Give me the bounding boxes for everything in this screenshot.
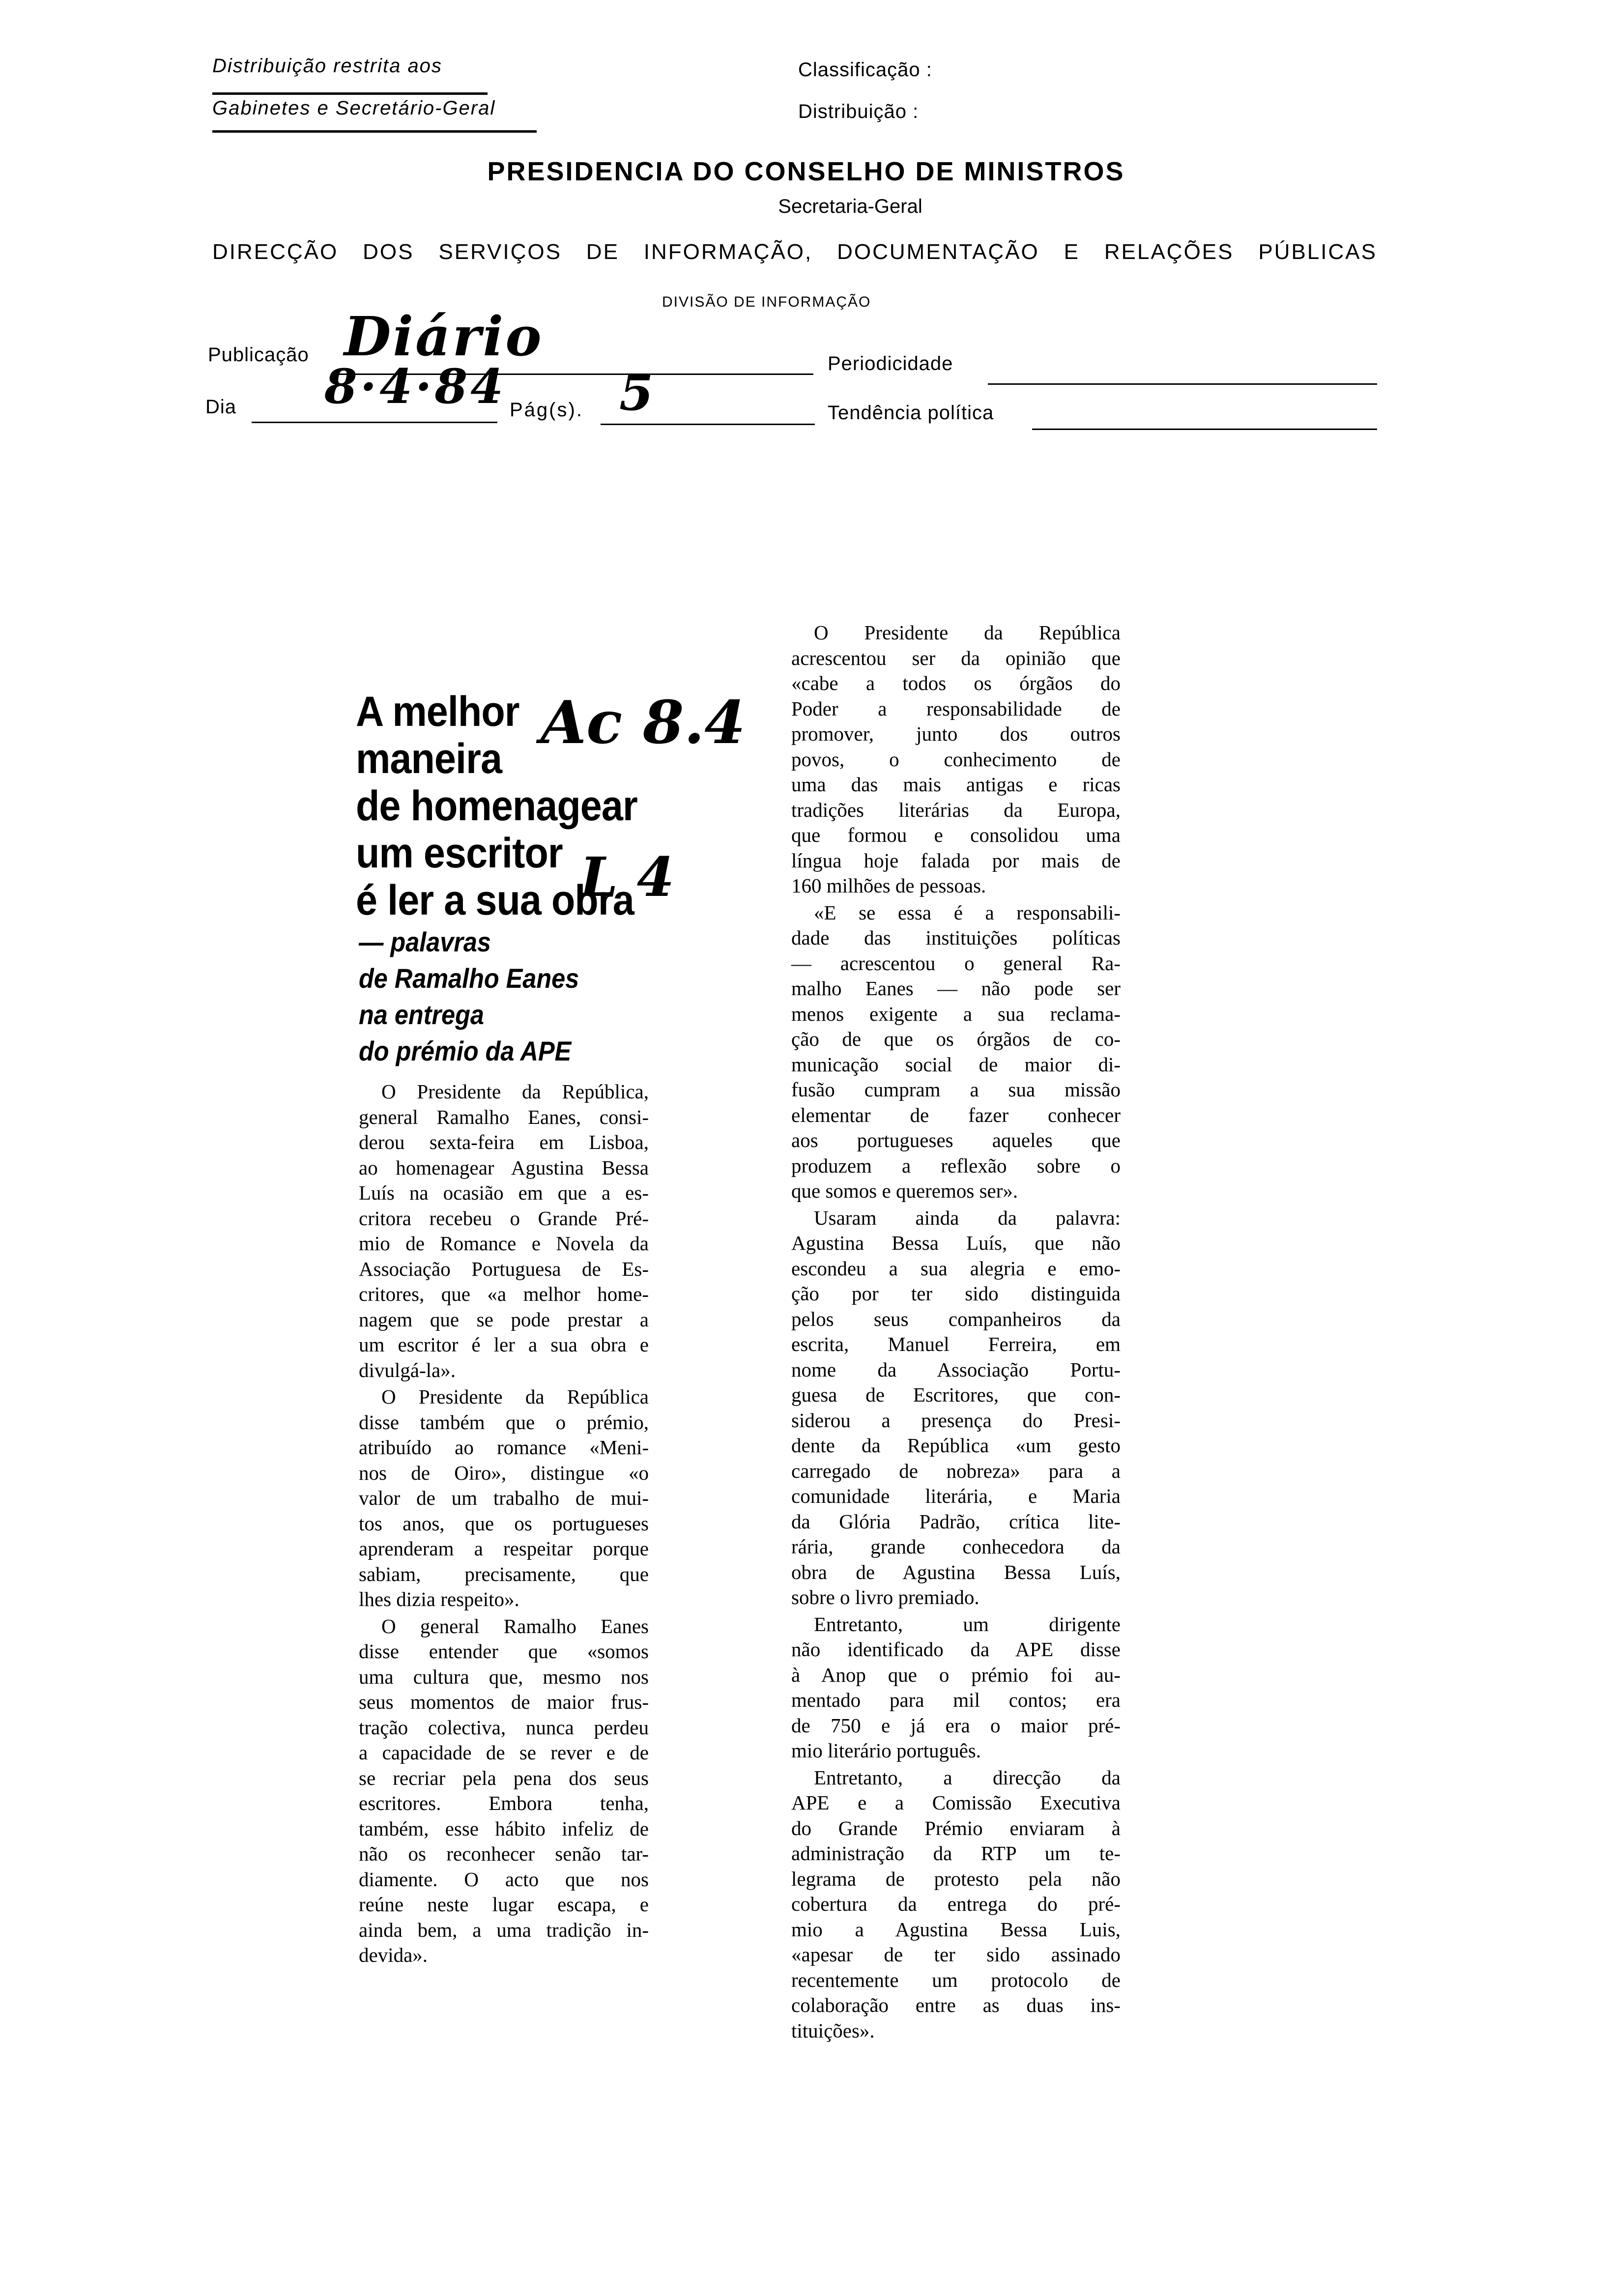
text-line: critores, que «a melhor home- [359, 1283, 649, 1305]
underline [212, 130, 537, 133]
handwritten-annotation: Ac 8.4 [541, 688, 746, 757]
text-line: «cabe a todos os órgãos do [791, 672, 1121, 694]
text-line: uma cultura que, mesmo nos [359, 1665, 649, 1688]
text-line: ao homenagear Agustina Bessa [359, 1156, 649, 1179]
distribution-restriction-line2: Gabinetes e Secretário-Geral [212, 97, 496, 119]
text-line: pelos seus companheiros da [791, 1307, 1121, 1330]
underline [212, 92, 488, 95]
text-line: divulgá-la». [359, 1358, 456, 1381]
text-line: Agustina Bessa Luís, que não [791, 1232, 1121, 1254]
headline-line: um escritor [356, 830, 563, 877]
text-line: legrama de protesto pela não [791, 1867, 1121, 1890]
handwritten-annotation: L 4 [580, 845, 675, 909]
text-line: também, esse hábito infeliz de [359, 1817, 649, 1840]
directorate-title: DIRECÇÃO DOS SERVIÇOS DE INFORMAÇÃO, DOCUMENTAÇÃO E RELAÇÕES PÚBLICAS [212, 240, 1377, 264]
periodicity-field-line [988, 383, 1377, 385]
text-line: que somos e queremos ser». [791, 1179, 1018, 1202]
text-line: cobertura da entrega do pré- [791, 1893, 1121, 1915]
text-line: à Anop que o prémio foi au- [791, 1663, 1121, 1686]
text-line: colaboração entre as duas ins- [791, 1994, 1121, 2016]
text-line: nos de Oiro», distingue «o [359, 1461, 649, 1484]
text-line: que formou e consolidou uma [791, 824, 1121, 846]
text-line: Poder a responsabilidade de [791, 697, 1121, 720]
text-line: aprenderam a respeitar porque [359, 1537, 649, 1560]
subheadline-line: do prémio da APE [359, 1035, 572, 1066]
text-line: valor de um trabalho de mui- [359, 1487, 649, 1509]
article-column-2 [791, 620, 1121, 2045]
text-line: disse também que o prémio, [359, 1410, 649, 1434]
text-line: produzem a reflexão sobre o [791, 1154, 1121, 1177]
text-line: derou sexta-feira em Lisboa, [359, 1131, 649, 1153]
text-line: elementar de fazer conhecer [791, 1103, 1121, 1126]
text-line: do Grande Prémio enviaram à [791, 1816, 1121, 1839]
text-line: recentemente um protocolo de [791, 1968, 1121, 1991]
text-line: critora recebeu o Grande Pré- [359, 1206, 649, 1230]
text-line: ção por ter sido distinguida [791, 1282, 1121, 1305]
text-line: Entretanto, a direcção da [814, 1766, 1121, 1789]
text-line: disse entender que «somos [359, 1640, 649, 1663]
text-line: municação social de maior di- [791, 1053, 1121, 1076]
political-tendency-field-line [1032, 429, 1377, 430]
text-line: ainda bem, a uma tradição in- [359, 1918, 649, 1941]
text-line: obra de Agustina Bessa Luís, [791, 1560, 1121, 1583]
subheadline-line: — palavras [359, 926, 491, 957]
text-line: APE e a Comissão Executiva [791, 1791, 1121, 1814]
text-line: escondeu a sua alegria e emo- [791, 1257, 1121, 1280]
text-line: administração da RTP um te- [791, 1842, 1121, 1865]
text-line: menos exigente a sua reclama- [791, 1002, 1121, 1025]
article-paragraph [791, 1205, 1121, 1610]
text-line: guesa de Escritores, que con- [791, 1383, 1121, 1406]
text-line: uma das mais antigas e ricas [791, 773, 1121, 796]
text-line: dade das instituições políticas [791, 926, 1121, 949]
text-line: diamente. O acto que nos [359, 1867, 649, 1891]
article-paragraph [359, 1384, 649, 1612]
text-line: língua hoje falada por mais de [791, 849, 1121, 872]
text-line: escrita, Manuel Ferreira, em [791, 1333, 1121, 1355]
headline-line: A melhor [356, 688, 519, 735]
article-paragraph [791, 1765, 1121, 2044]
organization-title: PRESIDENCIA DO CONSELHO DE MINISTROS [487, 157, 1125, 186]
text-line: mio a Agustina Bessa Luis, [791, 1918, 1121, 1941]
text-line: rária, grande conhecedora da [791, 1535, 1121, 1558]
text-line: povos, o conhecimento de [791, 747, 1121, 771]
text-line: promover, junto dos outros [791, 722, 1121, 745]
text-line: — acrescentou o general Ra- [791, 951, 1121, 975]
text-line: mio de Romance e Novela da [359, 1232, 649, 1255]
text-line: nome da Associação Portu- [791, 1358, 1121, 1381]
day-field-line [252, 422, 497, 423]
text-line: atribuído ao romance «Meni- [359, 1436, 649, 1459]
article-subheadline [359, 924, 604, 1069]
text-line: sabiam, precisamente, que [359, 1562, 649, 1585]
text-line: seus momentos de maior frus- [359, 1691, 649, 1713]
text-line: malho Eanes — não pode ser [791, 977, 1121, 1000]
text-line: tituições». [791, 2019, 875, 2042]
article-paragraph [791, 1612, 1121, 1764]
text-line: mentado para mil contos; era [791, 1689, 1121, 1711]
headline-line: é ler a sua obra [356, 877, 634, 924]
text-line: «E se essa é a responsabili- [814, 901, 1121, 924]
article-paragraph [791, 900, 1121, 1204]
text-line: se recriar pela pena dos seus [359, 1766, 649, 1789]
text-line: O Presidente da República, [381, 1080, 649, 1103]
text-line: dente da República «um gesto [791, 1434, 1121, 1457]
text-line: da Glória Padrão, crítica lite- [791, 1510, 1121, 1533]
text-line: a capacidade de se rever e de [359, 1741, 649, 1764]
text-line: sobre o livro premiado. [791, 1586, 979, 1608]
pages-label: Pág(s). [510, 399, 583, 421]
subheadline-line: na entrega [359, 999, 484, 1030]
periodicity-label: Periodicidade [828, 353, 953, 374]
text-line: fusão cumpram a sua missão [791, 1078, 1121, 1101]
text-line: carregado de nobreza» para a [791, 1459, 1121, 1482]
text-line: O Presidente da República [814, 621, 1121, 644]
text-line: tos anos, que os portugueses [359, 1512, 649, 1535]
text-line: comunidade literária, e Maria [791, 1485, 1121, 1507]
text-line: acrescentou ser da opinião que [791, 646, 1121, 669]
text-line: não identificado da APE disse [791, 1638, 1121, 1661]
text-line: devida». [359, 1944, 428, 1966]
article-paragraph [791, 620, 1121, 899]
subheadline-line: de Ramalho Eanes [359, 963, 579, 994]
text-line: O general Ramalho Eanes [381, 1614, 649, 1637]
text-line: mio literário português. [791, 1739, 981, 1762]
day-handwritten-value: 8·4·84 [324, 359, 507, 414]
distribution-restriction-line1: Distribuição restrita aos [212, 55, 442, 77]
division-title: DIVISÃO DE INFORMAÇÃO [662, 294, 871, 310]
text-line: não os reconhecer senão tar- [359, 1842, 649, 1865]
pages-field-line [601, 424, 815, 425]
article-column-1 [359, 1079, 649, 1970]
day-label: Dia [205, 396, 237, 418]
text-line: de 750 e já era o maior pré- [791, 1714, 1121, 1737]
secretariat-title: Secretaria-Geral [778, 196, 922, 217]
text-line: Associação Portuguesa de Es- [359, 1257, 649, 1280]
text-line: Luís na ocasião em que a es- [359, 1181, 649, 1204]
text-line: aos portugueses aqueles que [791, 1129, 1121, 1151]
publication-label: Publicação [208, 344, 309, 366]
text-line: escritores. Embora tenha, [359, 1792, 649, 1814]
text-line: lhes dizia respeito». [359, 1588, 519, 1610]
text-line: general Ramalho Eanes, consi- [359, 1105, 649, 1128]
text-line: 160 milhões de pessoas. [791, 874, 986, 897]
text-line: «apesar de ter sido assinado [791, 1943, 1121, 1966]
text-line: ção de que os órgãos de co- [791, 1028, 1121, 1050]
text-line: Usaram ainda da palavra: [814, 1206, 1121, 1229]
text-line: O Presidente da República [381, 1385, 649, 1408]
publication-handwritten-value: Diário [344, 305, 544, 368]
text-line: nagem que se pode prestar a [359, 1308, 649, 1331]
political-tendency-label: Tendência política [828, 402, 994, 424]
distribution-label: Distribuição : [798, 101, 919, 122]
text-line: um escritor é ler a sua obra e [359, 1333, 649, 1356]
article-paragraph [359, 1614, 649, 1968]
text-line: reúne neste lugar escapa, e [359, 1893, 649, 1916]
text-line: tradições literárias da Europa, [791, 798, 1121, 821]
text-line: Entretanto, um dirigente [814, 1612, 1121, 1636]
headline-line: de homenagear [356, 782, 637, 830]
article-paragraph [359, 1079, 649, 1383]
text-line: tração colectiva, nunca perdeu [359, 1716, 649, 1739]
text-line: siderou a presença do Presi- [791, 1408, 1121, 1432]
headline-line: maneira [356, 735, 502, 782]
classification-label: Classificação : [798, 59, 932, 81]
pages-handwritten-value: 5 [619, 364, 654, 422]
